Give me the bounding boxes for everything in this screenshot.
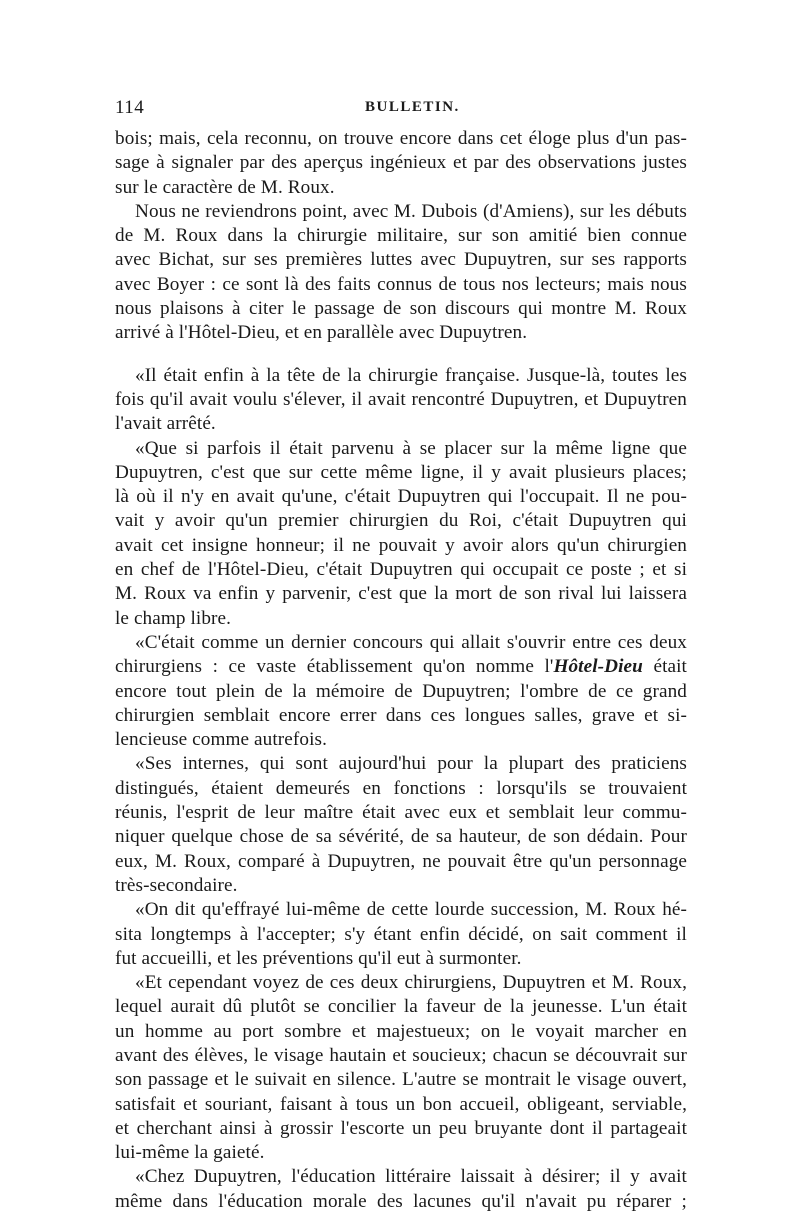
quote-paragraph (115, 437, 687, 631)
text-line: l'avait arrêté. (115, 413, 216, 435)
text-line: là où il n'y en avait qu'une, c'était Dupuytren qui l'occupait. Il ne pou- (115, 486, 687, 508)
quote-paragraph (115, 1165, 687, 1214)
text-line: sage à signaler par des aperçus ingénieux et par des observations justes (115, 152, 687, 174)
quote-paragraph (115, 898, 687, 971)
paragraph (115, 127, 687, 200)
text-line-with-emphasis (115, 655, 687, 679)
paragraph (115, 200, 687, 346)
text-line: même dans l'éducation morale des lacunes qu'il n'avait pu réparer ; (115, 1190, 687, 1212)
running-head (115, 97, 687, 121)
text-line: vait y avoir qu'un premier chirurgien du Roi, c'était Dupuytren qui (115, 510, 687, 532)
text-line: avec Bichat, sur ses premières luttes avec Dupuytren, sur ses rapports (115, 249, 687, 271)
text-line: encore tout plein de la mémoire de Dupuytren; l'ombre de ce grand (115, 680, 687, 702)
text-line: satisfait et souriant, faisant à tous un bon accueil, obligeant, serviable, (115, 1093, 687, 1115)
text-line: bois; mais, cela reconnu, on trouve encore dans cet éloge plus d'un pas- (115, 128, 687, 149)
text-line: sur le caractère de M. Roux. (115, 176, 335, 198)
quote-paragraph (115, 364, 687, 437)
text-line: et cherchant ainsi à grossir l'escorte un peu bruyante dont il partageait (115, 1117, 687, 1139)
text-line: avait cet insigne honneur; il ne pouvait y avoir alors qu'un chirurgien (115, 534, 687, 556)
text-line: réunis, l'esprit de leur maître était avec eux et semblait leur commu- (115, 802, 687, 824)
text-line: «Il était enfin à la tête de la chirurgie française. Jusque-là, toutes les (135, 364, 687, 386)
text-line: eux, M. Roux, comparé à Dupuytren, ne pouvait être qu'un personnage (115, 850, 687, 872)
text-line: lui-même la gaieté. (115, 1142, 265, 1164)
text-line: le champ libre. (115, 607, 232, 629)
text-line: fois qu'il avait voulu s'élever, il avait rencontré Dupuytren, et Dupuytren (115, 388, 687, 410)
text-line: niquer quelque chose de sa sévérité, de sa hauteur, de son dédain. Pour (115, 826, 687, 848)
text-line: «Ses internes, qui sont aujourd'hui pour la plupart des praticiens (135, 753, 687, 775)
text-line: «Et cependant voyez de ces deux chirurgiens, Dupuytren et M. Roux, (135, 972, 687, 994)
quote-paragraph (115, 752, 687, 898)
text-line: «On dit qu'effrayé lui-même de cette lourde succession, M. Roux hé- (135, 899, 687, 921)
page-number: 114 (115, 97, 145, 118)
text-line: avec Boyer : ce sont là des faits connus de tous nos lecteurs; mais nous (115, 273, 687, 295)
text-line: nous plaisons à citer le passage de son discours qui montre M. Roux (115, 298, 687, 320)
text-line: son passage et le suivait en silence. L'autre se montrait le visage ouvert, (115, 1069, 687, 1091)
quote-paragraph (115, 971, 687, 1165)
text-line: chirurgien semblait encore errer dans ces longues salles, grave et si- (115, 704, 687, 726)
text-line: distingués, étaient demeurés en fonctions : lorsqu'ils se trouvaient (115, 777, 687, 799)
text-line: lequel aurait dû plutôt se concilier la faveur de la jeunesse. L'un était (115, 996, 687, 1018)
text-line: «Chez Dupuytren, l'éducation littéraire laissait à désirer; il y avait (135, 1166, 687, 1188)
body-text (115, 127, 687, 1214)
text-line: lencieuse comme autrefois. (115, 729, 327, 751)
text-line: M. Roux va enfin y parvenir, c'est que la mort de son rival lui laissera (115, 583, 687, 605)
text-line: de M. Roux dans la chirurgie militaire, sur son amitié bien connue (115, 225, 687, 247)
text-line: fut accueilli, et les préventions qu'il eut à surmonter. (115, 947, 522, 969)
text-line: Nous ne reviendrons point, avec M. Dubois (d'Amiens), sur les débuts (135, 200, 687, 222)
quote-paragraph (115, 631, 687, 752)
emphasized-term: Hôtel-Dieu (553, 656, 643, 678)
text-segment: était (642, 656, 687, 678)
text-line: un homme au port sombre et majestueux; on le voyait marcher en (115, 1020, 687, 1042)
text-line: «Que si parfois il était parvenu à se placer sur la même ligne que (135, 437, 687, 459)
text-segment: chirurgiens : ce vaste établissement qu'on nomme l' (115, 656, 554, 678)
text-line: avant des élèves, le visage hautain et soucieux; chacun se découvrait sur (115, 1044, 687, 1066)
text-line: arrivé à l'Hôtel-Dieu, et en parallèle avec Dupuytren. (115, 322, 528, 344)
text-line: en chef de l'Hôtel-Dieu, c'était Dupuytren qui occupait ce poste ; et si (115, 559, 687, 581)
text-line: Dupuytren, c'est que sur cette même ligne, il y avait plusieurs places; (115, 461, 687, 483)
text-line: «C'était comme un dernier concours qui allait s'ouvrir entre ces deux (135, 631, 687, 653)
running-title: BULLETIN. (365, 99, 460, 115)
text-line: très-secondaire. (115, 874, 238, 896)
text-line: sita longtemps à l'accepter; s'y étant enfin décidé, on sait comment il (115, 923, 687, 945)
paragraph-gap (115, 346, 687, 364)
